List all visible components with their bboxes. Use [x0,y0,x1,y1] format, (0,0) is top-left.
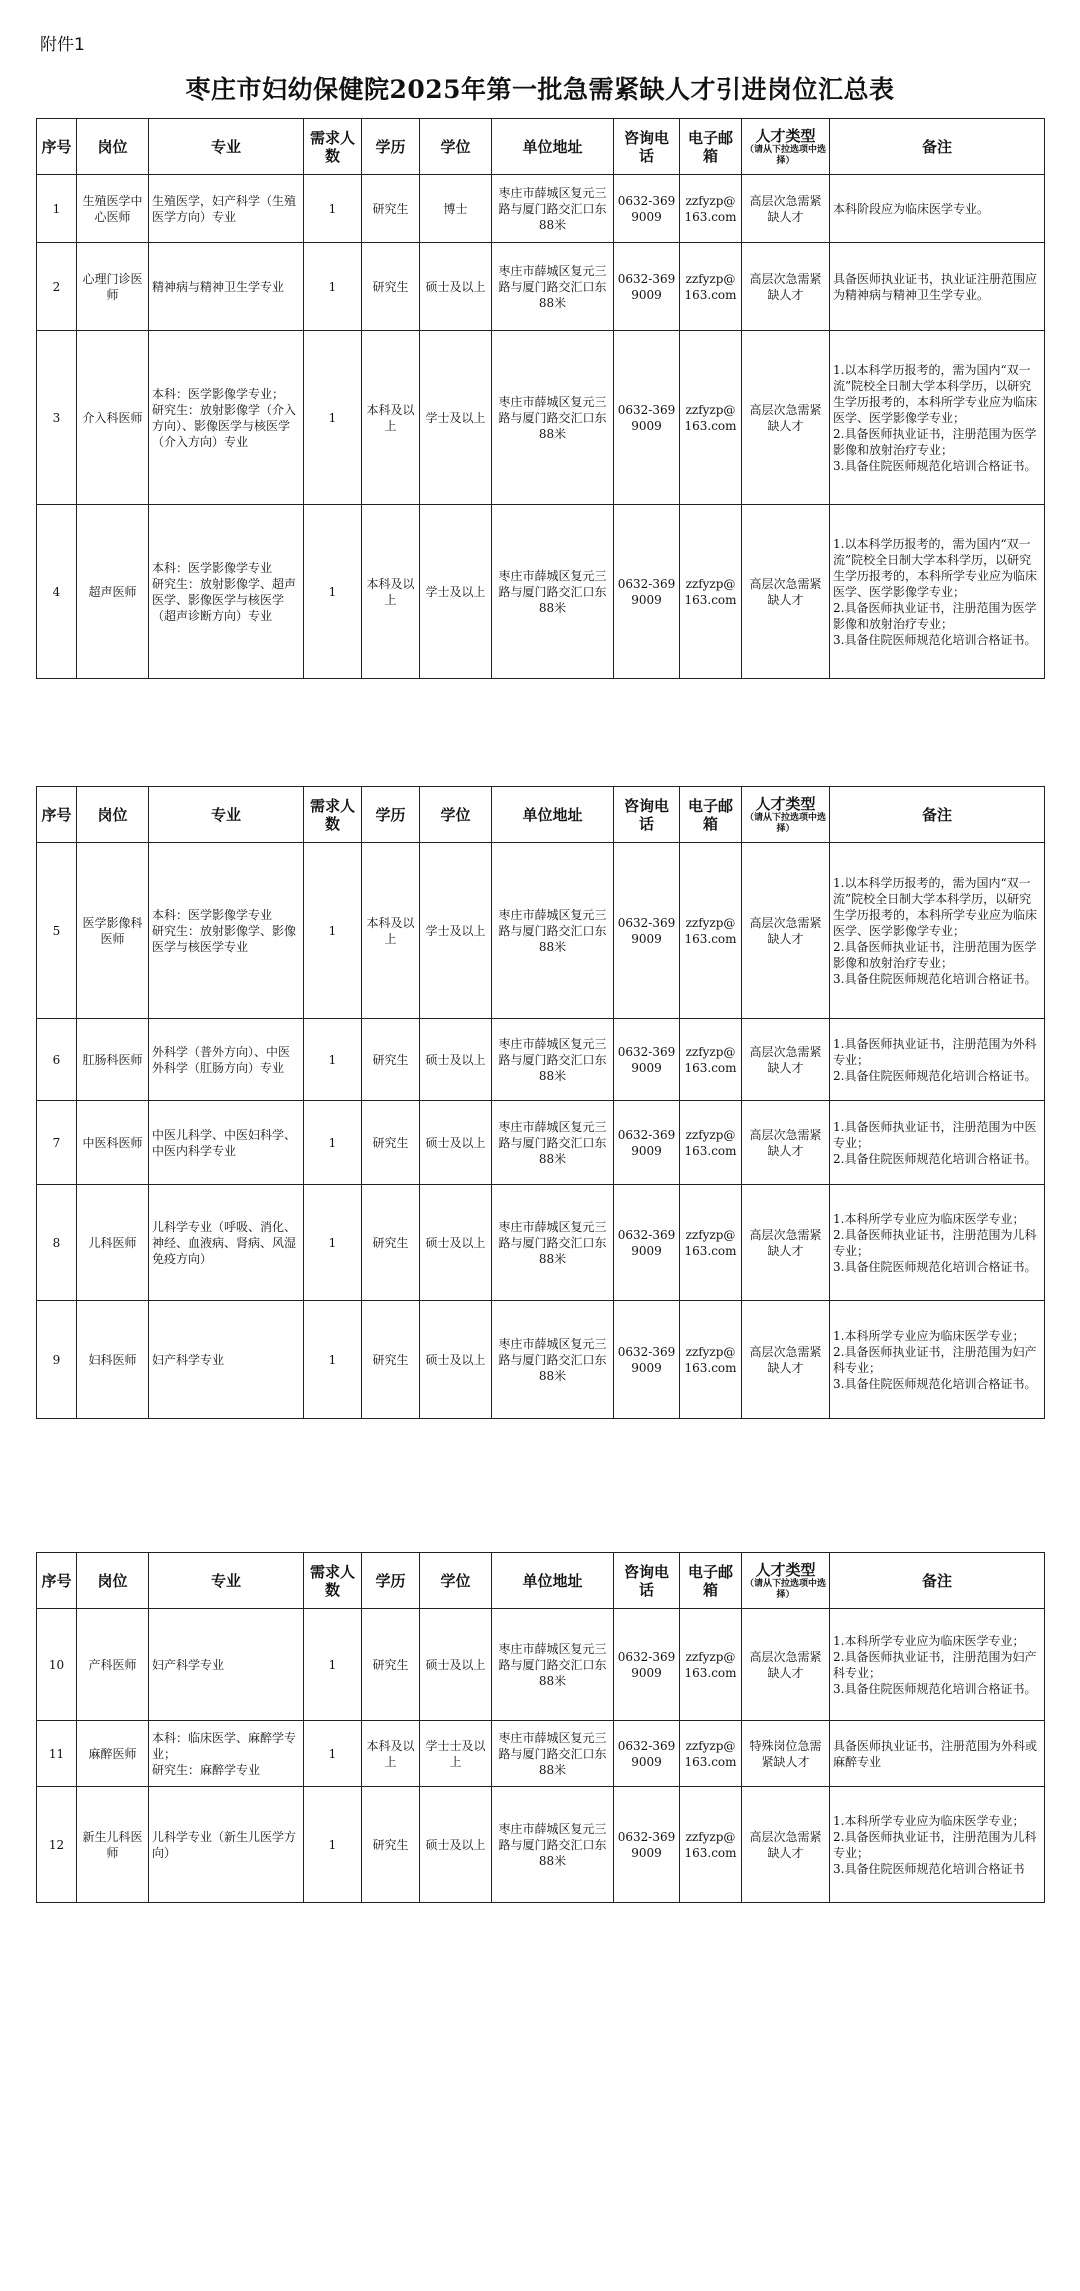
cell-remarks: 1.以本科学历报考的，需为国内“双一流”院校全日制大学本科学历，以研究生学历报考的，本科所学专业应为临床医学、医学影像学专业； 2.具备医师执业证书，注册范围为医学影像和放射治疗专业； 3.具备住院医师规范化培训合格证书。 [830,331,1045,505]
cell-phone: 0632-3699009 [614,331,680,505]
header-count [304,787,362,843]
cell-talent-type: 高层次急需紧缺人才 [742,243,830,331]
positions-table-part-2 [36,786,1045,1419]
cell-major: 中医儿科学、中医妇科学、中医内科学专业 [149,1101,304,1185]
cell-education: 研究生 [362,1101,420,1185]
header-position-label: 岗位 [97,1571,128,1590]
cell-remarks: 1.以本科学历报考的，需为国内“双一流”院校全日制大学本科学历，以研究生学历报考的，本科所学专业应为临床医学、医学影像学专业； 2.具备医师执业证书，注册范围为医学影像和放射治疗专业； 3.具备住院医师规范化培训合格证书。 [830,843,1045,1019]
cell-phone: 0632-3699009 [614,1787,680,1903]
cell-degree: 硕士及以上 [420,1301,492,1419]
cell-count: 1 [304,1185,362,1301]
header-count-label: 需求人数 [309,1562,355,1599]
header-degree-label: 学位 [440,1571,471,1590]
cell-talent-type: 高层次急需紧缺人才 [742,1301,830,1419]
cell-count: 1 [304,1609,362,1721]
table-row [37,331,1045,505]
cell-degree: 硕士及以上 [420,1787,492,1903]
cell-position: 麻醉医师 [77,1721,149,1787]
header-position [77,119,149,175]
header-degree [420,1553,492,1609]
header-talent-type [742,1553,830,1609]
cell-education: 研究生 [362,175,420,243]
cell-email[interactable]: zzfyzp@163.com [680,243,742,331]
cell-education: 本科及以上 [362,1721,420,1787]
cell-email[interactable]: zzfyzp@163.com [680,1101,742,1185]
cell-position: 介入科医师 [77,331,149,505]
header-education-label: 学历 [375,137,406,156]
header-remarks [830,1553,1045,1609]
cell-remarks: 1.具备医师执业证书，注册范围为外科专业； 2.具备住院医师规范化培训合格证书。 [830,1019,1045,1101]
cell-education: 研究生 [362,1609,420,1721]
header-talent-type-label: 人才类型 [755,126,816,145]
cell-position: 中医科医师 [77,1101,149,1185]
cell-address: 枣庄市薛城区复元三路与厦门路交汇口东88米 [492,505,614,679]
cell-seq: 11 [37,1721,77,1787]
header-phone [614,1553,680,1609]
table-row [37,1301,1045,1419]
header-phone [614,119,680,175]
cell-seq: 10 [37,1609,77,1721]
header-major-label: 专业 [210,1571,241,1590]
cell-address: 枣庄市薛城区复元三路与厦门路交汇口东88米 [492,1301,614,1419]
cell-position: 新生儿科医师 [77,1787,149,1903]
header-phone-label: 咨询电话 [623,796,669,833]
cell-major: 生殖医学，妇产科学（生殖医学方向）专业 [149,175,304,243]
cell-talent-type: 高层次急需紧缺人才 [742,843,830,1019]
header-email-label: 电子邮箱 [687,796,733,833]
cell-education: 本科及以上 [362,843,420,1019]
cell-major: 本科：医学影像学专业； 研究生：放射影像学（介入方向）、影像医学与核医学（介入方向）专业 [149,331,304,505]
table-row [37,243,1045,331]
cell-count: 1 [304,843,362,1019]
cell-address: 枣庄市薛城区复元三路与厦门路交汇口东88米 [492,243,614,331]
cell-degree: 硕士及以上 [420,1101,492,1185]
header-address-label: 单位地址 [522,137,583,156]
cell-remarks: 1.本科所学专业应为临床医学专业； 2.具备医师执业证书，注册范围为妇产科专业； 3.具备住院医师规范化培训合格证书。 [830,1609,1045,1721]
header-education-label: 学历 [375,1571,406,1590]
header-remarks-label: 备注 [921,805,952,824]
header-address [492,1553,614,1609]
cell-talent-type: 高层次急需紧缺人才 [742,1185,830,1301]
cell-count: 1 [304,1787,362,1903]
cell-talent-type: 高层次急需紧缺人才 [742,505,830,679]
table-row [37,1101,1045,1185]
cell-seq: 5 [37,843,77,1019]
cell-seq: 3 [37,331,77,505]
header-seq-label: 序号 [41,137,72,156]
cell-degree: 硕士及以上 [420,1609,492,1721]
cell-email[interactable]: zzfyzp@163.com [680,1019,742,1101]
header-talent-type [742,119,830,175]
table-header-row [37,787,1045,843]
cell-address: 枣庄市薛城区复元三路与厦门路交汇口东88米 [492,1101,614,1185]
cell-talent-type: 高层次急需紧缺人才 [742,1787,830,1903]
table-row [37,505,1045,679]
header-position [77,787,149,843]
header-email-label: 电子邮箱 [687,128,733,165]
cell-count: 1 [304,1101,362,1185]
header-address-label: 单位地址 [522,1571,583,1590]
header-count [304,119,362,175]
cell-talent-type: 特殊岗位急需紧缺人才 [742,1721,830,1787]
page-title: 枣庄市妇幼保健院2025年第一批急需紧缺人才引进岗位汇总表 [185,75,895,104]
header-phone-label: 咨询电话 [623,1562,669,1599]
header-count-label: 需求人数 [309,128,355,165]
header-address-label: 单位地址 [522,805,583,824]
cell-major: 本科：医学影像学专业 研究生：放射影像学、影像医学与核医学专业 [149,843,304,1019]
cell-address: 枣庄市薛城区复元三路与厦门路交汇口东88米 [492,1019,614,1101]
table-header-row [37,1553,1045,1609]
cell-remarks: 1.具备医师执业证书，注册范围为中医专业； 2.具备住院医师规范化培训合格证书。 [830,1101,1045,1185]
cell-remarks: 1.本科所学专业应为临床医学专业； 2.具备医师执业证书，注册范围为妇产科专业； 3.具备住院医师规范化培训合格证书。 [830,1301,1045,1419]
cell-major: 妇产科学专业 [149,1301,304,1419]
header-talent-type-note: （请从下拉选项中选择） [745,144,827,166]
cell-email[interactable]: zzfyzp@163.com [680,331,742,505]
header-remarks [830,119,1045,175]
cell-remarks: 1.本科所学专业应为临床医学专业； 2.具备医师执业证书，注册范围为儿科专业； 3.具备住院医师规范化培训合格证书 [830,1787,1045,1903]
header-degree-label: 学位 [440,805,471,824]
cell-education: 研究生 [362,1019,420,1101]
header-talent-type-note: （请从下拉选项中选择） [745,1578,827,1600]
cell-major: 儿科学专业（新生儿医学方向） [149,1787,304,1903]
cell-degree: 硕士及以上 [420,243,492,331]
cell-talent-type: 高层次急需紧缺人才 [742,1609,830,1721]
cell-position: 超声医师 [77,505,149,679]
cell-position: 产科医师 [77,1609,149,1721]
cell-talent-type: 高层次急需紧缺人才 [742,1101,830,1185]
cell-talent-type: 高层次急需紧缺人才 [742,175,830,243]
cell-education: 研究生 [362,1301,420,1419]
cell-seq: 9 [37,1301,77,1419]
table-row [37,175,1045,243]
cell-degree: 硕士及以上 [420,1019,492,1101]
cell-degree: 学士士及以上 [420,1721,492,1787]
table-row [37,843,1045,1019]
cell-talent-type: 高层次急需紧缺人才 [742,331,830,505]
header-major [149,1553,304,1609]
cell-email[interactable]: zzfyzp@163.com [680,1301,742,1419]
cell-count: 1 [304,505,362,679]
cell-phone: 0632-3699009 [614,1185,680,1301]
header-address [492,787,614,843]
header-education [362,119,420,175]
header-email [680,1553,742,1609]
header-remarks-label: 备注 [921,137,952,156]
cell-count: 1 [304,1301,362,1419]
cell-degree: 学士及以上 [420,843,492,1019]
table-row [37,1609,1045,1721]
header-seq [37,119,77,175]
header-education [362,1553,420,1609]
cell-remarks: 具备医师执业证书，执业证注册范围应为精神病与精神卫生学专业。 [830,243,1045,331]
cell-position: 妇科医师 [77,1301,149,1419]
cell-count: 1 [304,243,362,331]
cell-seq: 1 [37,175,77,243]
cell-count: 1 [304,1019,362,1101]
positions-table-part-3 [36,1552,1045,1903]
cell-seq: 4 [37,505,77,679]
cell-remarks: 1.以本科学历报考的，需为国内“双一流”院校全日制大学本科学历，以研究生学历报考的，本科所学专业应为临床医学、医学影像学专业； 2.具备医师执业证书，注册范围为医学影像和放射治疗专业； 3.具备住院医师规范化培训合格证书。 [830,505,1045,679]
cell-count: 1 [304,331,362,505]
header-talent-type [742,787,830,843]
cell-major: 儿科学专业（呼吸、消化、神经、血液病、肾病、风湿免疫方向） [149,1185,304,1301]
cell-email[interactable]: zzfyzp@163.com [680,1787,742,1903]
cell-email[interactable]: zzfyzp@163.com [680,1721,742,1787]
cell-address: 枣庄市薛城区复元三路与厦门路交汇口东88米 [492,1721,614,1787]
header-major [149,119,304,175]
header-major-label: 专业 [210,137,241,156]
cell-talent-type: 高层次急需紧缺人才 [742,1019,830,1101]
cell-address: 枣庄市薛城区复元三路与厦门路交汇口东88米 [492,331,614,505]
cell-seq: 6 [37,1019,77,1101]
cell-remarks: 本科阶段应为临床医学专业。 [830,175,1045,243]
cell-phone: 0632-3699009 [614,1301,680,1419]
header-talent-type-label: 人才类型 [755,794,816,813]
cell-phone: 0632-3699009 [614,1609,680,1721]
cell-email[interactable]: zzfyzp@163.com [680,843,742,1019]
cell-address: 枣庄市薛城区复元三路与厦门路交汇口东88米 [492,1787,614,1903]
table-row [37,1185,1045,1301]
cell-phone: 0632-3699009 [614,1101,680,1185]
table-row [37,1721,1045,1787]
cell-major: 本科：医学影像学专业 研究生：放射影像学、超声医学、影像医学与核医学（超声诊断方向）专业 [149,505,304,679]
cell-education: 研究生 [362,243,420,331]
cell-count: 1 [304,175,362,243]
cell-position: 肛肠科医师 [77,1019,149,1101]
header-talent-type-note: （请从下拉选项中选择） [745,812,827,834]
header-email [680,119,742,175]
cell-education: 本科及以上 [362,505,420,679]
cell-phone: 0632-3699009 [614,505,680,679]
header-talent-type-label: 人才类型 [755,1560,816,1579]
cell-position: 心理门诊医师 [77,243,149,331]
cell-seq: 12 [37,1787,77,1903]
table-row [37,1019,1045,1101]
cell-seq: 8 [37,1185,77,1301]
table-row [37,1787,1045,1903]
cell-email[interactable]: zzfyzp@163.com [680,1185,742,1301]
cell-address: 枣庄市薛城区复元三路与厦门路交汇口东88米 [492,843,614,1019]
cell-address: 枣庄市薛城区复元三路与厦门路交汇口东88米 [492,1185,614,1301]
cell-position: 医学影像科医师 [77,843,149,1019]
header-remarks-label: 备注 [921,1571,952,1590]
cell-major: 精神病与精神卫生学专业 [149,243,304,331]
header-count [304,1553,362,1609]
header-education-label: 学历 [375,805,406,824]
header-email-label: 电子邮箱 [687,1562,733,1599]
cell-email[interactable]: zzfyzp@163.com [680,175,742,243]
header-email [680,787,742,843]
cell-degree: 博士 [420,175,492,243]
cell-address: 枣庄市薛城区复元三路与厦门路交汇口东88米 [492,175,614,243]
table-header-row [37,119,1045,175]
header-count-label: 需求人数 [309,796,355,833]
positions-table-part-1 [36,118,1045,679]
header-seq [37,787,77,843]
cell-phone: 0632-3699009 [614,175,680,243]
cell-major: 本科：临床医学、麻醉学专业； 研究生：麻醉学专业 [149,1721,304,1787]
header-seq-label: 序号 [41,1571,72,1590]
header-degree-label: 学位 [440,137,471,156]
cell-major: 外科学（普外方向）、中医外科学（肛肠方向）专业 [149,1019,304,1101]
cell-remarks: 具备医师执业证书，注册范围为外科或麻醉专业 [830,1721,1045,1787]
header-seq [37,1553,77,1609]
cell-degree: 学士及以上 [420,505,492,679]
attachment-label: 附件1 [40,35,85,55]
cell-education: 研究生 [362,1185,420,1301]
cell-count: 1 [304,1721,362,1787]
header-remarks [830,787,1045,843]
header-phone-label: 咨询电话 [623,128,669,165]
header-address [492,119,614,175]
cell-major: 妇产科学专业 [149,1609,304,1721]
header-position-label: 岗位 [97,805,128,824]
header-position-label: 岗位 [97,137,128,156]
header-education [362,787,420,843]
cell-degree: 硕士及以上 [420,1185,492,1301]
cell-education: 研究生 [362,1787,420,1903]
cell-position: 儿科医师 [77,1185,149,1301]
cell-phone: 0632-3699009 [614,243,680,331]
cell-seq: 7 [37,1101,77,1185]
cell-degree: 学士及以上 [420,331,492,505]
cell-remarks: 1.本科所学专业应为临床医学专业； 2.具备医师执业证书，注册范围为儿科专业； 3.具备住院医师规范化培训合格证书。 [830,1185,1045,1301]
cell-seq: 2 [37,243,77,331]
cell-position: 生殖医学中心医师 [77,175,149,243]
cell-address: 枣庄市薛城区复元三路与厦门路交汇口东88米 [492,1609,614,1721]
header-major [149,787,304,843]
header-position [77,1553,149,1609]
cell-phone: 0632-3699009 [614,1019,680,1101]
cell-phone: 0632-3699009 [614,1721,680,1787]
header-degree [420,119,492,175]
cell-email[interactable]: zzfyzp@163.com [680,1609,742,1721]
header-seq-label: 序号 [41,805,72,824]
header-major-label: 专业 [210,805,241,824]
cell-email[interactable]: zzfyzp@163.com [680,505,742,679]
header-degree [420,787,492,843]
cell-education: 本科及以上 [362,331,420,505]
cell-phone: 0632-3699009 [614,843,680,1019]
header-phone [614,787,680,843]
